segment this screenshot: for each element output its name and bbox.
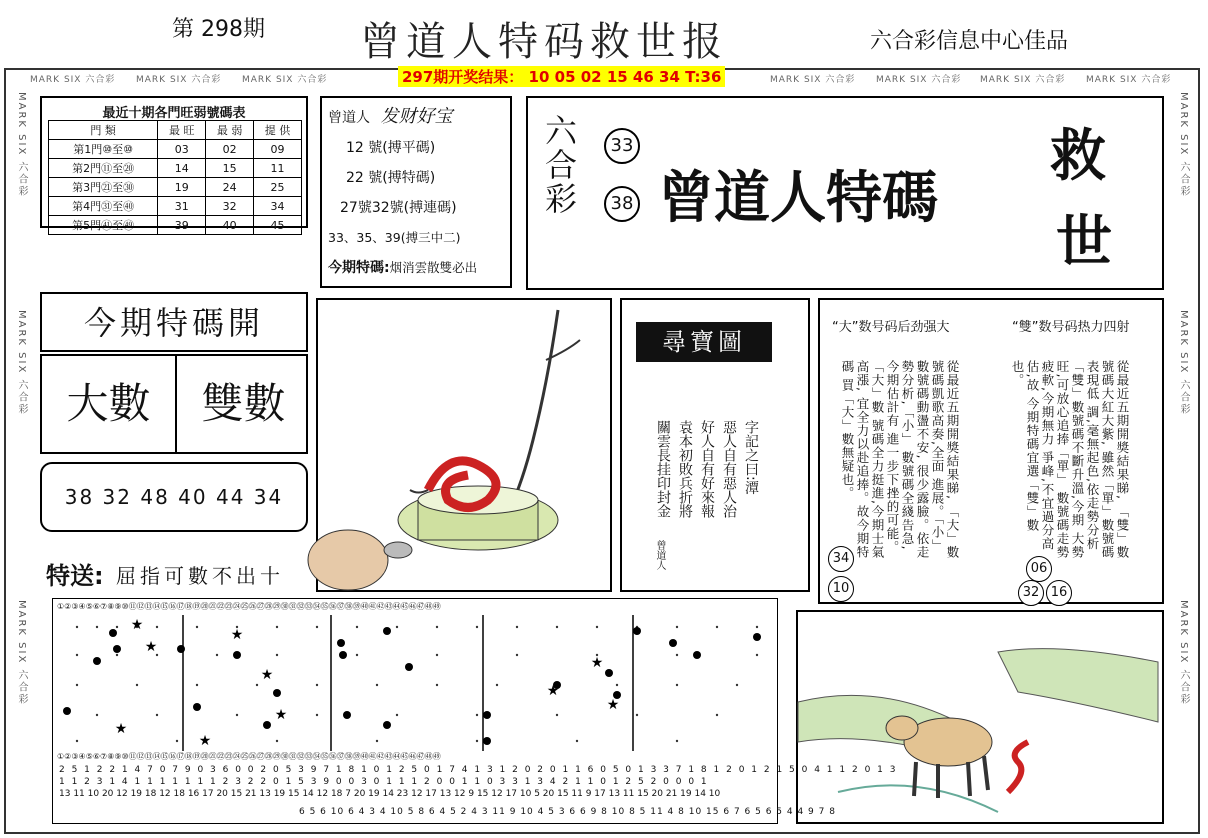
poem-line: 好人自有好來報: [699, 420, 715, 518]
chart-stat-row: 2 5 1 2 2 1 4 7 0 7 9 0 3 6 0 0 2 0 5 3 9 7 1 8 1 0 1 2 5 0 1 7 4 1 3 1 2 0 2 0 1 1 6 0 5 0 1 3 3 7 1 8 1 2 0 1 2 1 5 0 4 1 1 2 0 1 3: [59, 765, 898, 775]
tesong-text: 屈指可數不出十: [116, 564, 284, 588]
number-pill: 32: [1018, 580, 1044, 606]
poem-line: 關雲長挂印封金: [655, 420, 671, 518]
article-line: 從最近五期開獎結果睇,: [1115, 360, 1130, 500]
number-pill: 10: [828, 576, 854, 602]
tips-head: [328, 102, 504, 133]
chart-stat-row: 13 11 10 20 12 19 18 12 18 16 17 20 15 21 13 19 15 14 12 18 7 20 19 14 23 12 17 13 12 9 15 12 17 10 5 20 15 11 9 17 13 11 15 20 21 19 14 10: [59, 789, 721, 799]
issue-number: 第 298期: [172, 17, 265, 42]
table-row: [49, 140, 302, 159]
table-cell: 第5門㊶至㊾: [49, 216, 158, 235]
article-line: 爭峰,不宜過分高估,故: [1025, 360, 1055, 551]
watermark: MARK SIX 六合彩: [136, 75, 222, 85]
table-cell: 02: [206, 140, 254, 159]
poem-line: 袁本初敗兵折將: [677, 420, 693, 518]
col-header: 門 類: [49, 121, 158, 140]
article-line: 進展。「小」數號碼動盪不安,: [915, 360, 945, 553]
col-header: 最 旺: [158, 121, 206, 140]
treasure-map-box: [620, 298, 810, 592]
tips-line: 12 號(搏平碼): [346, 140, 436, 156]
table-cell: 第4門㉛至㊵: [49, 197, 158, 216]
article-line: 大勢旺,可放心追捧「單」: [1055, 360, 1085, 559]
chart-stat-row: 6 5 6 10 6 4 3 4 10 5 8 6 4 5 2 4 3 11 9 10 4 5 3 6 6 9 8 10 8 5 11 4 8 10 15 6 7 6 5 6 5 4 4 9 7 8: [299, 807, 836, 817]
table-row: [49, 159, 302, 178]
masthead-title: 曾道人特码救世报: [360, 19, 728, 65]
col-header: 提 供: [254, 121, 302, 140]
article-right-column: [1010, 360, 1130, 560]
article-line: 調,毫無起色,依走勢分析: [1085, 405, 1100, 551]
lottery-name: 六合彩: [540, 114, 578, 216]
watermark: MARK SIX 六合彩: [1086, 75, 1172, 85]
table-row: [49, 216, 302, 235]
article-head-left: “大”数号码后劲强大: [832, 320, 950, 335]
lucky-ball: 33: [604, 128, 640, 164]
analysis-article: [818, 298, 1164, 604]
watermark: MARK SIX 六合彩: [16, 310, 27, 416]
size-parity-box: [40, 354, 308, 454]
table-cell: 第2門⑪至⑳: [49, 159, 158, 178]
chart-stat-row: 1 1 2 3 1 4 1 1 1 1 1 1 1 2 3 2 2 0 1 5 3 9 0 0 3 0 1 1 1 2 0 0 1 1 0 3 3 1 3 4 2 1 1 0 1 2 5 2 0 0 0 1: [59, 777, 709, 787]
logo-world: 世: [1056, 209, 1112, 275]
table-title: 最近十期各門旺弱號碼表: [102, 106, 246, 121]
hot-cold-table: [48, 120, 302, 235]
article-head-right: “雙”数号码热力四射: [1012, 320, 1130, 335]
table-cell: 19: [158, 178, 206, 197]
logo-box: [526, 96, 1164, 290]
watermark: MARK SIX 六合彩: [1178, 310, 1189, 416]
tesong-label: 特送:: [46, 562, 104, 590]
article-line: 數號碼走勢疲軟,今期無力: [1040, 360, 1070, 559]
table-cell: 11: [254, 159, 302, 178]
table-cell: 24: [206, 178, 254, 197]
article-line: 也。: [1010, 360, 1025, 387]
tips-author: 曾道人: [328, 110, 370, 126]
table-cell: 25: [254, 178, 302, 197]
article-line: 很少露臉。依走勢分析,「小」: [900, 360, 930, 559]
logo-title: 曾道人特碼: [658, 165, 938, 231]
svg-text:★: ★: [606, 697, 620, 713]
table-header-row: [49, 121, 302, 140]
tips-special-text: 烟消雲散雙必出: [389, 260, 478, 275]
table-cell: 39: [158, 216, 206, 235]
svg-text:★: ★: [198, 733, 212, 749]
svg-text:★: ★: [590, 655, 604, 671]
svg-text:★: ★: [230, 627, 244, 643]
tips-slogan: 发财好宝: [380, 106, 453, 127]
table-cell: 09: [254, 140, 302, 159]
watermark: MARK SIX 六合彩: [876, 75, 962, 85]
watermark: MARK SIX 六合彩: [30, 75, 116, 85]
svg-text:★: ★: [130, 617, 144, 633]
svg-text:★: ★: [114, 721, 128, 737]
article-line: 雖然「單」數號碼表現低: [1085, 360, 1115, 559]
article-line: 「雙」數號碼大紅大紫,: [1100, 360, 1130, 559]
article-line: 買「大」數無疑也。: [840, 378, 855, 500]
lucky-ball: 38: [604, 186, 640, 222]
chart-footer-numbers: ①②③④⑤⑥⑦⑧⑨⑩⑪⑫⑬⑭⑮⑯⑰⑱⑲⑳㉑㉒㉓㉔㉕㉖㉗㉘㉙㉚㉛㉜㉝㉞㉟㊱㊲㊳㊴㊵㊶㊷㊸㊹㊺㊻㊼㊽㊾: [57, 752, 441, 761]
table-cell: 14: [158, 159, 206, 178]
table-cell: 31: [158, 197, 206, 216]
tips-line: 33、35、39(搏三中二): [328, 230, 461, 245]
watermark: MARK SIX 六合彩: [980, 75, 1066, 85]
previous-result: 297期开奖结果： 10 05 02 15 46 34 T:36: [398, 66, 725, 87]
article-line: 數號碼全綫告急,今期估計有: [885, 360, 915, 551]
ox-snake-illustration: [796, 610, 1164, 824]
watermark: MARK SIX 六合彩: [1178, 92, 1189, 198]
number-pill: 06: [1026, 556, 1052, 582]
poem-signature: 曾道人: [654, 540, 665, 570]
treasure-map-title: 尋寶圖: [636, 322, 772, 362]
size-even: 雙數: [201, 379, 286, 428]
article-line: 從最近五期開獎結果睇,: [945, 360, 960, 500]
watermark: MARK SIX 六合彩: [770, 75, 856, 85]
svg-text:★: ★: [274, 707, 288, 723]
tips-line: 27號32號(搏連碼): [340, 200, 457, 216]
brand-text: 六合彩信息中心佳品: [870, 29, 1069, 54]
poem-line: 字記之曰:潭: [743, 420, 759, 495]
hot-cold-table-box: [40, 96, 308, 232]
logo-save: 救: [1050, 123, 1106, 189]
dot-grid: [57, 615, 775, 751]
article-line: 今期特碼宜選「雙」數: [1025, 396, 1040, 532]
article-line: 「大」數號碼凱歌高奏,全面: [930, 360, 960, 559]
watermark: MARK SIX 六合彩: [242, 75, 328, 85]
table-cell: 34: [254, 197, 302, 216]
table-row: [49, 197, 302, 216]
poem-line: 惡人自有惡人治: [721, 420, 737, 518]
table-cell: 第3門㉑至㉚: [49, 178, 158, 197]
recommend-numbers: 38 32 48 40 44 34: [40, 462, 308, 532]
article-line: 號碼全力挺進,今期士氣高漲,: [855, 360, 885, 559]
table-cell: 40: [206, 216, 254, 235]
snake-illustration: [316, 298, 612, 592]
treasure-poem: [652, 420, 762, 570]
svg-text:★: ★: [546, 683, 560, 699]
article-line: 宜全力以赴追捧。故今期特碼: [840, 360, 870, 559]
article-line: 「雙」數號碼不斷升溫,今期: [1070, 360, 1085, 527]
table-cell: 45: [254, 216, 302, 235]
svg-text:★: ★: [260, 667, 274, 683]
tips-special: [328, 253, 504, 283]
watermark: MARK SIX 六合彩: [16, 600, 27, 706]
col-header: 最 弱: [206, 121, 254, 140]
chart-header-numbers: ①②③④⑤⑥⑦⑧⑨⑩⑪⑫⑬⑭⑮⑯⑰⑱⑲⑳㉑㉒㉓㉔㉕㉖㉗㉘㉙㉚㉛㉜㉝㉞㉟㊱㊲㊳㊴㊵㊶㊷㊸㊹㊺㊻㊼㊽㊾: [57, 602, 441, 611]
tips-special-label: 今期特碼:: [328, 260, 390, 276]
table-cell: 03: [158, 140, 206, 159]
svg-text:★: ★: [144, 639, 158, 655]
special-open-title: 今期特碼開: [40, 292, 308, 352]
tips-line: 22 號(搏特碼): [346, 170, 436, 186]
article-left-column: [840, 360, 960, 560]
number-pill: 34: [828, 546, 854, 572]
watermark: MARK SIX 六合彩: [16, 92, 27, 198]
article-line: 進一步下挫的可能。「大」數: [870, 360, 900, 554]
trend-dot-chart: [52, 598, 898, 824]
table-cell: 第1門⑩至⑩: [49, 140, 158, 159]
table-cell: 32: [206, 197, 254, 216]
table-cell: 15: [206, 159, 254, 178]
table-row: [49, 178, 302, 197]
tips-box: [320, 96, 512, 288]
watermark: MARK SIX 六合彩: [1178, 600, 1189, 706]
size-big: 大數: [66, 379, 151, 428]
number-pill: 16: [1046, 580, 1072, 606]
